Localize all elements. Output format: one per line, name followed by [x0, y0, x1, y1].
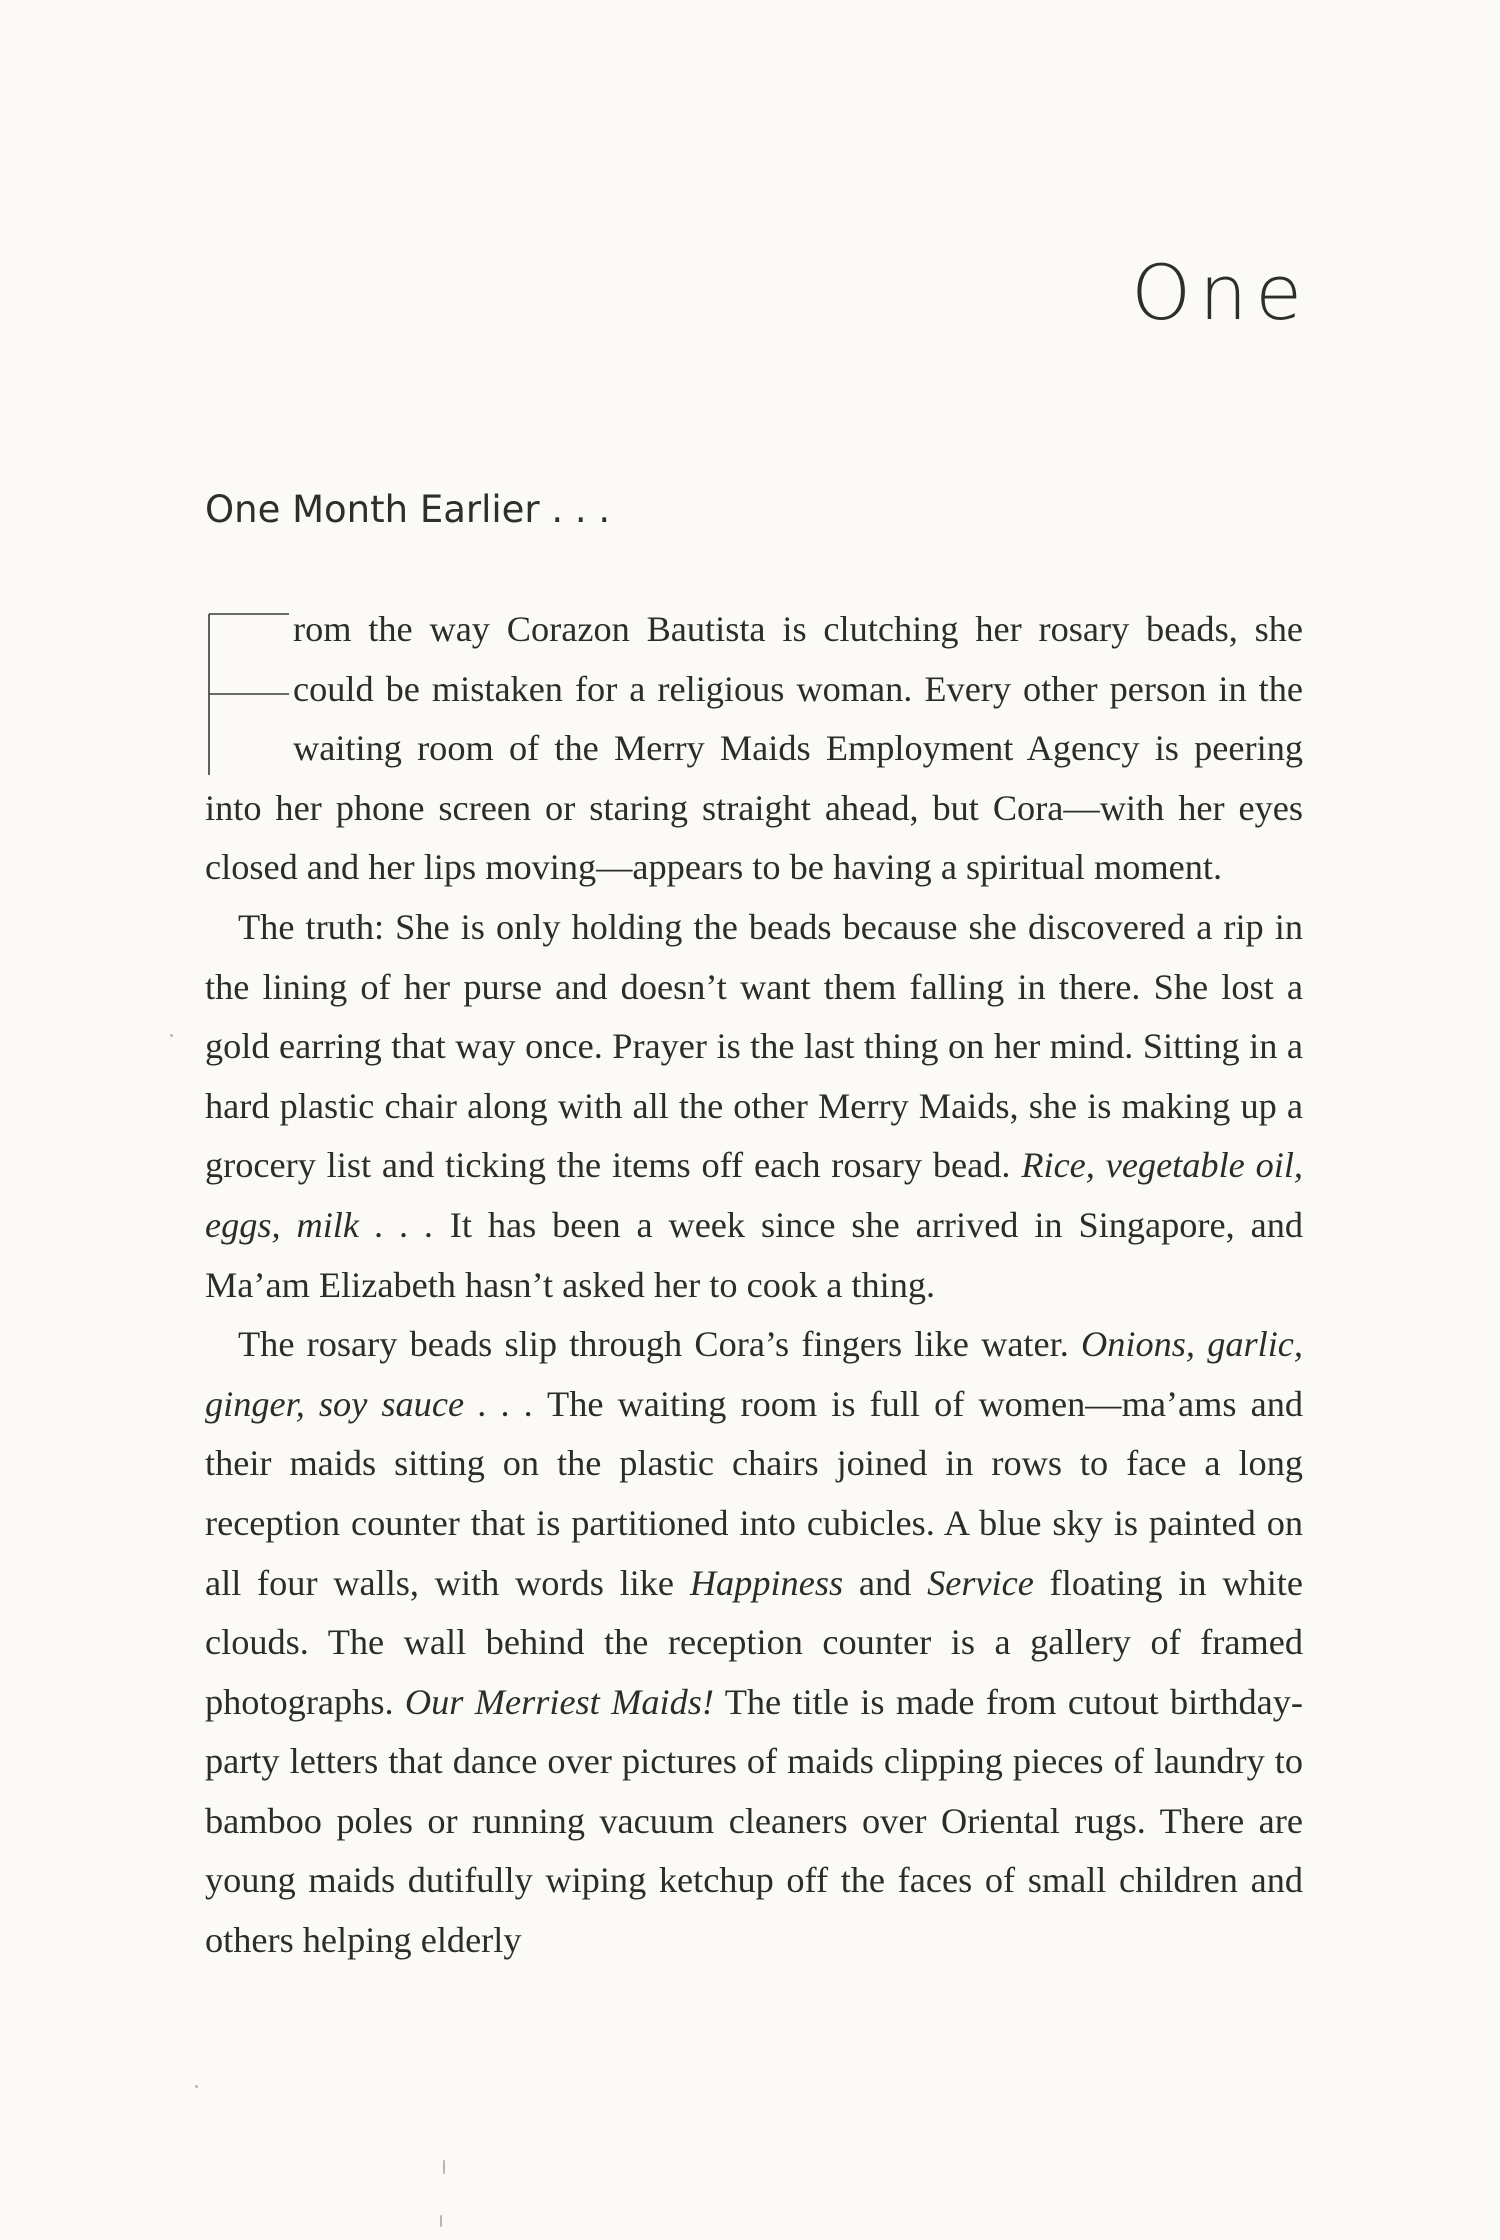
paragraph-3-text-a: The rosary beads slip through Cora’s fingers like water. [238, 1324, 1082, 1365]
paragraph-3-text-d: floating in white clouds. The wall behind the reception counter is a gallery of framed photographs. [205, 1562, 1303, 1722]
grocery-list-italic-1: Rice, vegetable oil, eggs, milk . . . [205, 1145, 1303, 1245]
scan-speck [170, 1034, 173, 1037]
chapter-body [205, 600, 1303, 1971]
paragraph-1-text: rom the way Corazon Bautista is clutching her rosary beads, she could be mistaken for a religious woman. Every other person in the waiting room of the Merry Maids Employment Agency is peering into her phone screen or staring straight ahead, but Cora—with her eyes closed and her lips moving—appears to be having a spiritual moment. [205, 609, 1303, 888]
gallery-title-italic: Our Merriest Maids! [404, 1681, 714, 1722]
scan-speck [443, 2160, 445, 2174]
scan-speck [195, 2085, 198, 2088]
paragraph-3-text-e: The title is made from cutout birthday-party letters that dance over pictures of maids clipping pieces of laundry to bamboo poles or running vacuum cleaners over Oriental rugs. There are young maids dutifully wiping ketchup off the faces of small children and others helping elderly [205, 1681, 1303, 1961]
paragraph-2 [205, 898, 1303, 1315]
wall-word-service: Service [927, 1562, 1034, 1603]
drop-cap-letter [205, 612, 293, 777]
scan-speck [440, 2215, 442, 2227]
paragraph-1 [205, 600, 1303, 898]
paragraph-3-text-c: and [843, 1562, 928, 1603]
drop-cap-f-icon [205, 612, 293, 777]
grocery-list-italic-2: Onions, garlic, ginger, soy sauce . . . [205, 1324, 1303, 1424]
paragraph-2-text-a: The truth: She is only holding the beads because she discovered a rip in the lining of her purse and doesn’t want them falling in there. She lost a gold earring that way once. Prayer is the last thing on her mind. Sitting in a hard plastic chair along with all the other Merry Maids, she is making up a grocery list and ticking the items off each rosary bead. [205, 906, 1303, 1186]
paragraph-3-text-b: The waiting room is full of women—ma’ams and their maids sitting on the plastic chairs joined in rows to face a long reception counter that is partitioned into cubicles. A blue sky is painted on all four walls, with words like [205, 1383, 1303, 1603]
paragraph-2-text-b: It has been a week since she arrived in Singapore, and Ma’am Elizabeth hasn’t asked her to cook a thing. [205, 1204, 1303, 1305]
paragraph-3 [205, 1315, 1303, 1971]
chapter-title: One [1131, 248, 1310, 337]
wall-word-happiness: Happiness [689, 1562, 844, 1603]
section-heading: One Month Earlier . . . [205, 488, 611, 531]
